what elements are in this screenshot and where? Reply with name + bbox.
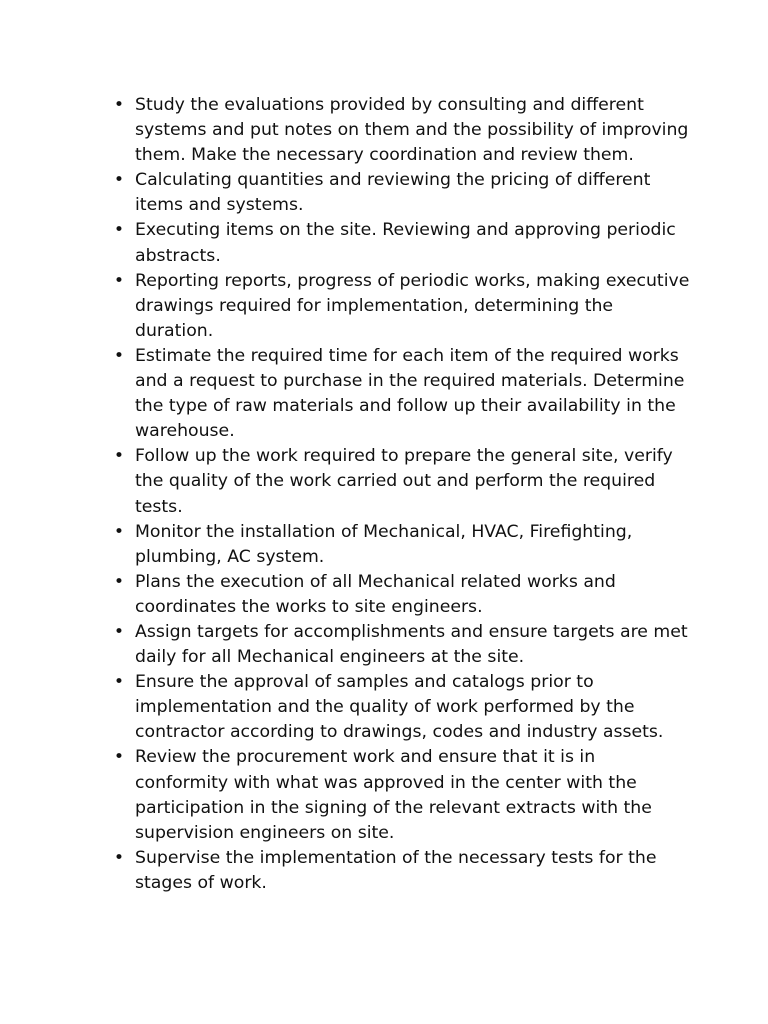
- list-item: [110, 218, 690, 268]
- bullet-icon: •: [113, 270, 125, 291]
- list-item: [110, 168, 690, 218]
- list-item-text: Plans the execution of all Mechanical related works and coordinates the works to site engineers.: [135, 571, 616, 617]
- responsibilities-list: [110, 93, 690, 896]
- bullet-icon: •: [113, 621, 125, 642]
- bullet-icon: •: [113, 446, 125, 467]
- list-item-text: Reporting reports, progress of periodic works, making executive drawings required for implementation, determining the duration.: [135, 270, 690, 341]
- bullet-icon: •: [113, 672, 125, 693]
- list-item-text: Monitor the installation of Mechanical, HVAC, Firefighting, plumbing, AC system.: [135, 521, 633, 567]
- list-item: [110, 670, 690, 745]
- list-item: [110, 444, 690, 519]
- list-item: [110, 570, 690, 620]
- list-item-text: Executing items on the site. Reviewing and approving periodic abstracts.: [135, 220, 676, 266]
- list-item: [110, 269, 690, 344]
- bullet-icon: •: [113, 95, 125, 115]
- list-item: [110, 620, 690, 670]
- list-item-text: Estimate the required time for each item of the required works and a request to purchase in the required materials. Determine the type of raw materials and follow up their availability in the warehouse.: [135, 345, 685, 442]
- list-item: [110, 520, 690, 570]
- bullet-icon: •: [113, 345, 125, 366]
- bullet-icon: •: [113, 847, 125, 868]
- list-item-text: Ensure the approval of samples and catalogs prior to implementation and the quality of work performed by the contractor according to drawings, codes and industry assets.: [135, 672, 664, 743]
- list-item: [110, 93, 690, 168]
- list-item: [110, 846, 690, 896]
- list-item: [110, 344, 690, 444]
- bullet-icon: •: [113, 170, 125, 191]
- bullet-icon: •: [113, 747, 125, 768]
- list-item-text: Review the procurement work and ensure that it is in conformity with what was approved in the center with the participation in the signing of the relevant extracts with the supervision engineers on site.: [135, 747, 652, 843]
- list-item-text: Assign targets for accomplishments and ensure targets are met daily for all Mechanical engineers at the site.: [135, 621, 688, 668]
- list-item-text: Supervise the implementation of the necessary tests for the stages of work.: [135, 847, 657, 893]
- bullet-icon: •: [113, 571, 125, 592]
- bullet-icon: •: [113, 521, 125, 542]
- list-item-text: Follow up the work required to prepare the general site, verify the quality of the work carried out and perform the required tests.: [135, 446, 673, 517]
- list-item-text: Calculating quantities and reviewing the pricing of different items and systems.: [135, 170, 651, 216]
- list-item-text: Study the evaluations provided by consulting and different systems and put notes on them and the possibility of improving them. Make the necessary coordination and review them.: [135, 95, 689, 166]
- bullet-icon: •: [113, 220, 125, 241]
- list-item: [110, 745, 690, 845]
